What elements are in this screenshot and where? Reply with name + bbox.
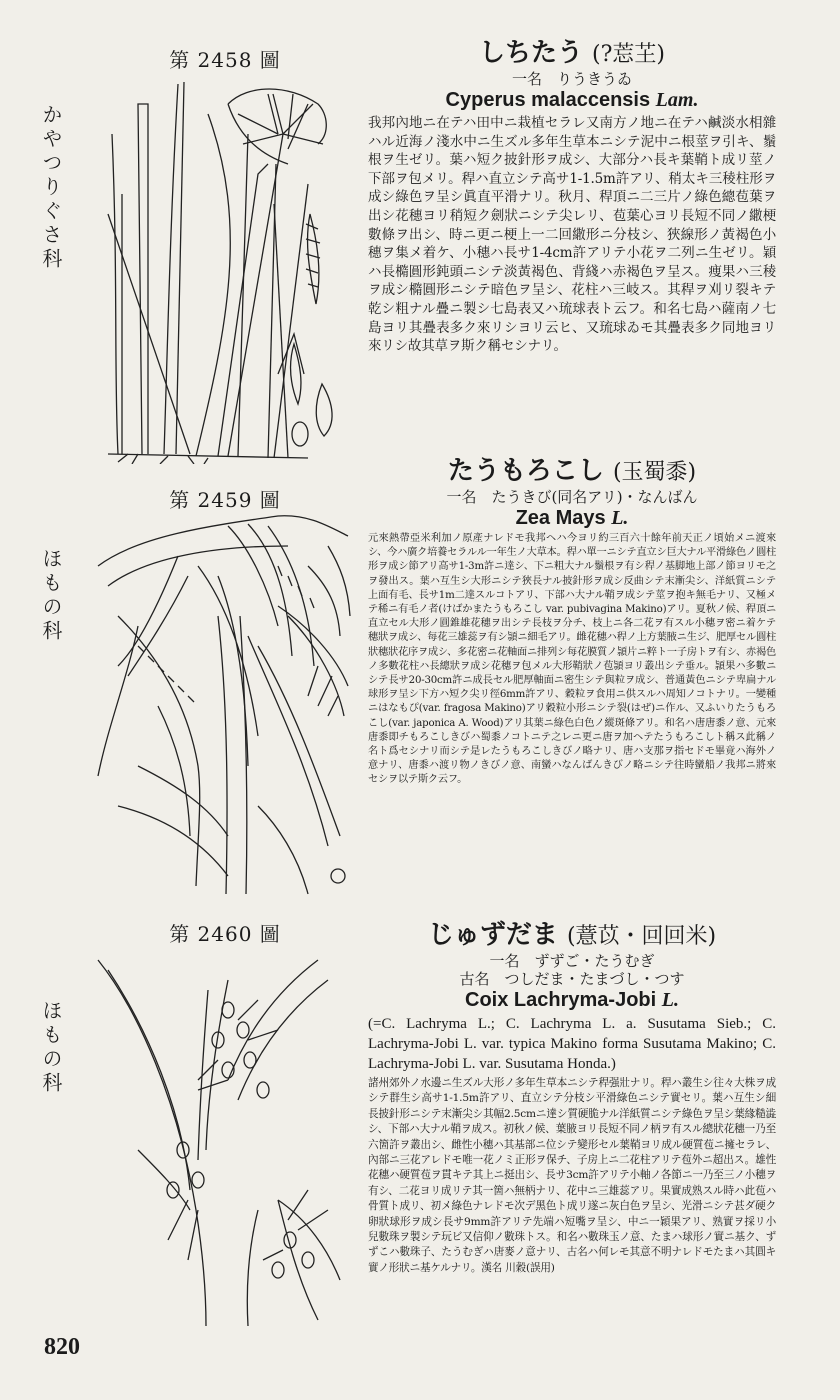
entry-latin-name <box>368 506 776 530</box>
entry-old-name: 古名 つしだま・たまづし・つす <box>459 970 685 988</box>
entry-alias: 一名 りうきうゐ <box>511 70 632 88</box>
family-label: ほもの科 <box>39 1000 63 1096</box>
entry-title-kanji: (玉蜀黍) <box>612 460 697 485</box>
corn-illustration <box>78 506 360 898</box>
entry-latin-name <box>368 988 776 1012</box>
latin-binomial: Coix Lachryma-Jobi <box>465 989 657 1011</box>
entry-description: 元來熱帶亞米利加ノ原產ナレドモ我邦ヘハ今ヨリ約三百六十餘年前天正ノ頃始メニ渡來シ、今ハ廣ク培養セラルル一年生ノ大草本。稈ハ單一ニシテ直立シ巨大ナル平滑綠色ノ圓柱形ヲ成シ節アリ高サ1-3m許ニ達シ、下ニ粗大ナル鬚根ヲ有シ稈ノ基脚地上部ノ節ヨリモ之ヲ發出ス。葉ハ互生シ大形ニシテ狹長ナル披針形ヲ成シ反曲シテ末漸尖シ、洋紙質ニシテ上面有毛、長サ1m二達スルコトアリ、下部ハ大ナル鞘ヲ成シテ莖ヲ抱キ無毛ナリ、又極メテ稀ニ有毛ノ者(けばかまたうもろこし var. pubivagina Makino)アリ。夏秋ノ候、稈頂ニ直立セル大形ノ圓錐雄花穗ヲ出シテ長枝ヲ分チ、枝上ニ各二花ヲ有スル小穗ヲ密ニ着ケテ穗狀ヲ成シ、每花三雄蕊ヲ有シ頴ニ細毛アリ。雌花穗ハ稈ノ上方葉腋ニ生ジ、肥厚セル圓柱狀穗狀花序ヲ成シ、多花密ニ花軸面ニ排列シ每花膜質ノ頴片ニ粹ト一子房トヲ有シ、赤褐色ノ多數花柱ハ長總狀ヲ成シ花穗ヲ包メル大形鞘狀ノ苞頴ヨリ叢出シテ垂ル。頴果ハ多數ニシテ長サ20-30cm許ニ成長セル肥厚軸面ニ密生シテ與粒ヲ成シ、普通黃色ニシテ卑扁ナル球形ヲ呈シ下方ハ短ク尖リ徑6mm許アリ、穀粒ヲ食用ニ供スルハ周知ノコトナリ。一變種ニはなもぴ(var. fragosa Makino)アリ穀粒小形ニシテ裂(はぜ)ニ作ル、又ふいりたうもろこし(var. japonica A. Wood)アリ其葉ニ綠色白色ノ縱斑條アリ。和名ハ唐唐黍ノ意、元來唐黍即チもろこしきびハ蜀黍ノコトニテ之レニ更ニ唐ヲ加ヘテたうもろこしト稱ス此稱ノ名ト爲セシナリ而シテ是レたうもろこしきびノ略ナリ、唐ハ支那ヲ指セドモ畢竟ハ海外ノ意ナリ、唐黍ハ渡リ物ノきびノ意、南蠻ハなんばんきびノ略ニシテ往時蠻船ノ我邦ニ將來セシヲ以テ斯ク云フ。 <box>368 533 776 786</box>
figure-label: 第 2459 圖 <box>169 488 281 512</box>
sedge-illustration <box>78 74 360 464</box>
entry-title-kana: たうもろこし <box>447 456 604 486</box>
entry-description: 我邦內地ニ在テハ田中ニ栽植セラレ又南方ノ地ニ在テハ鹹淡水相雜ハル近海ノ淺水中ニ生ズル多年生草本ニシテ泥中ニ根莖ヲ引キ、鬚根ヲ生ゼリ。葉ハ短ク披針形ヲ成シ、大部分ハ長キ葉鞘ト成リ莖ノ下部ヲ包メリ。稈ハ直立シテ高サ1-1.5m許アリ、稍太キ三稜柱形ヲ成シ綠色ヲ呈シ眞直平滑ナリ。秋月、稈頂ニ二三片ノ綠色總苞葉ヲ出シ花穗ヨリ稍短ク劍狀ニシテ尖レリ、苞葉心ヨリ長短不同ノ繖梗數條ヲ出シ、時ニ更ニ梗上一二回繖形ニ分枝シ、狹線形ノ黃褐色小穗ヲ集メ着ケ、小穗ハ長サ1-4cm許アリテ小花ヲ二列ニ生ゼリ。穎ハ長橢圓形鈍頭ニシテ淡黃褐色、背綫ハ赤褐色ヲ呈ス。痩果ハ三稜ヲ成シ橢圓形ニシテ暗色ヲ呈シ、花柱ハ三岐ス。其稈ヲ刈リ裂キテ乾シ粗ナル疊ニ製シ七島表又ハ琉球表ト云フ。和名七島ハ薩南ノ七島ヨリ其疊表多ク來リシヨリ云ヒ、又琉球ゐモ其疊表多ク同地ヨリ來リシ故其草ヲ斯ク稱セシナリ。 <box>368 115 776 355</box>
latin-author: L. <box>661 989 679 1011</box>
entry-block <box>368 456 776 788</box>
family-label: ほもの科 <box>39 548 63 644</box>
entry-description: 諸州郊外ノ水邊ニ生ズル大形ノ多年生草本ニシテ稈强壯ナリ。稈ハ叢生シ往々大株ヲ成シテ群生シ高サ1-1.5m許アリ、直立シテ分枝シ平滑綠色ニシテ實セリ。葉ハ互生シ細長披針形ニシテ末漸尖シ其幅2.5cmニ達シ質硬脆ナル洋紙質ニシテ綠色ヲ呈シ葉緣糙澁シ、下部ハ大ナル鞘ヲ成ス。初秋ノ候、葉腋ヨリ長短不同ノ柄ヲ有スル總狀花穗一乃至六箇許ヲ叢出シ、雌性小穗ハ其基部ニ位シテ變形セル葉鞘ヨリ成ル硬質苞ニ擁セラレ、內部ニ三花アレドモ唯一花ノミ正形ヲ保チ、子房上ニ二花柱アリテ苞外ニ超出ス。雄性花穗ハ硬質苞ヲ貫キテ其上ニ挺出シ、長サ3cm許アリテ小軸ノ各節ニ一乃至三ノ小穗ヲ有シ、二花ヨリ成リテ其一箇ハ無柄ナリ、花中ニ三雄蕊アリ。果實成熟スル時ハ此苞ハ骨質ト成リ、初メ綠色ナレドモ次デ黑色ト成リ遂ニ灰白色ヲ呈シ、光滑ニシテ甚ダ硬ク卵狀球形ヲ成シ長サ9mm許アリテ先端ハ短嘴ヲ呈シ、中ニ一穎果アリ、熟實ヲ採リ小兒數珠ヲ製シテ玩ビ又信仰ノ數珠トス。和名ハ數珠玉ノ意、たまハ球形ノ實ニ基ク、ずずこハ數珠子、たうむぎハ唐麥ノ意ナリ、古名ハ何レモ其意不明ナレドモたまハ其圓キ實ノ形狀ニ基ケルナリ。漢名 川穀(誤用) <box>368 1077 776 1274</box>
entry-title <box>368 456 776 488</box>
latin-author: L. <box>611 507 629 529</box>
entry-title-kana: じゅずだま <box>427 920 558 950</box>
entry-title-kanji: (?莣芏) <box>592 42 666 67</box>
latin-binomial: Zea Mays <box>515 507 606 529</box>
entry-synonyms: (=C. Lachryma L.; C. Lachryma L. a. Susutama Sieb.; C. Lachryma-Jobi L. var. typica Makino forma Susutama Makino; C. Lachryma-Jobi L. var. Susutama Honda.) <box>368 1016 776 1072</box>
entry-title-kana: しちたう <box>478 38 583 68</box>
entry-title <box>368 920 776 952</box>
entry-block <box>368 38 776 356</box>
latin-binomial: Cyperus malaccensis <box>445 89 651 111</box>
entry-alias: 一名 たうきび(同名アリ)・なんばん <box>446 488 698 506</box>
latin-author: Lam. <box>655 89 699 111</box>
entry-latin-name <box>368 88 776 112</box>
figure-label: 第 2460 圖 <box>169 922 281 946</box>
figure-label: 第 2458 圖 <box>169 48 281 72</box>
family-label: かやつりぐさ科 <box>39 104 63 272</box>
entry-alias: 一名 ずずご・たうむぎ <box>489 952 655 970</box>
page-number: 820 <box>44 1334 80 1360</box>
entry-block <box>368 920 776 1276</box>
entry-title-kanji: (薏苡・回回米) <box>566 924 717 949</box>
jobs-tears-illustration <box>78 950 360 1330</box>
entry-title <box>368 38 776 70</box>
